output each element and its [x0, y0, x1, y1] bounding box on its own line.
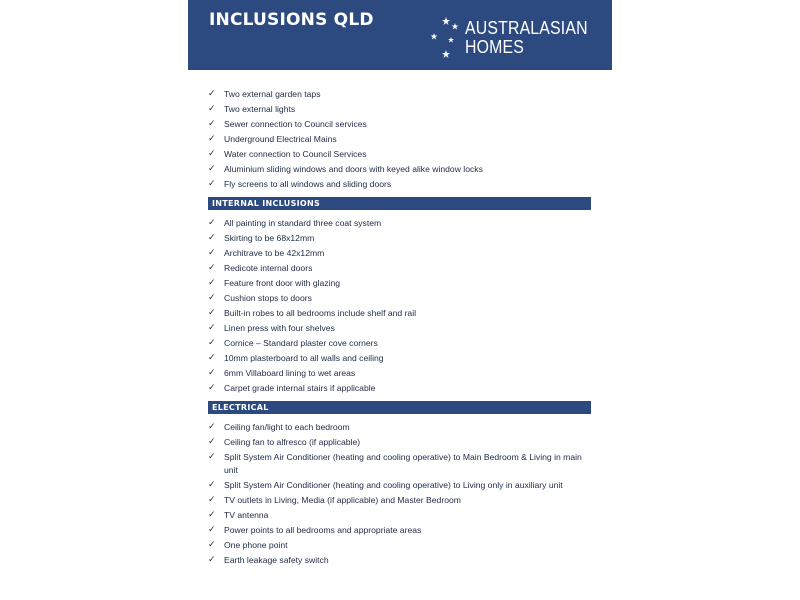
checkmark-icon: ✓	[208, 149, 216, 159]
list-item-text: Aluminium sliding windows and doors with keyed alike window locks	[224, 164, 483, 174]
list-item	[208, 307, 598, 320]
list-item	[208, 494, 598, 507]
brand-name-line2: HOMES	[465, 37, 524, 57]
list-item	[208, 322, 598, 335]
external-inclusions-list	[208, 88, 598, 193]
checkmark-icon: ✓	[208, 164, 216, 174]
list-item-text: All painting in standard three coat system	[224, 218, 382, 228]
list-item-text: Cushion stops to doors	[224, 293, 312, 303]
electrical-inclusions-list	[208, 421, 598, 569]
list-item	[208, 352, 598, 365]
checkmark-icon: ✓	[208, 383, 216, 393]
checkmark-icon: ✓	[208, 179, 216, 189]
list-item-text: Feature front door with glazing	[224, 278, 341, 288]
checkmark-icon: ✓	[208, 452, 216, 462]
list-item-text: Built-in robes to all bedrooms include shelf and rail	[224, 308, 417, 318]
checkmark-icon: ✓	[208, 510, 216, 520]
checkmark-icon: ✓	[208, 495, 216, 505]
list-item	[208, 163, 598, 176]
list-item-text: 6mm Villaboard lining to wet areas	[224, 368, 356, 378]
list-item-text: Power points to all bedrooms and appropriate areas	[224, 525, 422, 535]
list-item	[208, 382, 598, 395]
list-item-text: 10mm plasterboard to all walls and ceiling	[224, 353, 384, 363]
list-item	[208, 178, 598, 191]
list-item	[208, 451, 598, 477]
checkmark-icon: ✓	[208, 437, 216, 447]
list-item	[208, 337, 598, 350]
list-item-text: TV antenna	[224, 510, 269, 520]
section-header-internal	[208, 197, 591, 210]
list-item	[208, 118, 598, 131]
list-item-text: Redicote internal doors	[224, 263, 313, 273]
list-item	[208, 554, 598, 567]
list-item	[208, 232, 598, 245]
section-header-electrical	[208, 401, 591, 414]
checkmark-icon: ✓	[208, 89, 216, 99]
list-item-text: Earth leakage safety switch	[224, 555, 329, 565]
brand-name-line1: AUSTRALASIAN	[465, 18, 588, 38]
brand-name	[465, 19, 588, 57]
checkmark-icon: ✓	[208, 555, 216, 565]
list-item	[208, 292, 598, 305]
list-item-text: Ceiling fan to alfresco (if applicable)	[224, 437, 361, 447]
header-banner	[188, 0, 612, 70]
document-page	[188, 0, 612, 600]
list-item	[208, 436, 598, 449]
checkmark-icon: ✓	[208, 134, 216, 144]
checkmark-icon: ✓	[208, 480, 216, 490]
list-item-text: One phone point	[224, 540, 288, 550]
checkmark-icon: ✓	[208, 308, 216, 318]
list-item-text: Water connection to Council Services	[224, 149, 367, 159]
list-item	[208, 103, 598, 116]
list-item	[208, 367, 598, 380]
list-item-text: Two external garden taps	[224, 89, 321, 99]
checkmark-icon: ✓	[208, 525, 216, 535]
list-item-text: Skirting to be 68x12mm	[224, 233, 315, 243]
list-item	[208, 524, 598, 537]
list-item	[208, 133, 598, 146]
list-item-text: TV outlets in Living, Media (if applicable) and Master Bedroom	[224, 495, 461, 505]
list-item-text: Underground Electrical Mains	[224, 134, 337, 144]
list-item-text: Split System Air Conditioner (heating and cooling operative) to Living only in auxiliary unit	[224, 480, 563, 490]
internal-inclusions-list	[208, 217, 598, 397]
checkmark-icon: ✓	[208, 263, 216, 273]
list-item-text: Split System Air Conditioner (heating and cooling operative) to Main Bedroom & Living in main unit	[224, 452, 582, 475]
list-item	[208, 509, 598, 522]
list-item-text: Architrave to be 42x12mm	[224, 248, 325, 258]
list-item	[208, 479, 598, 492]
checkmark-icon: ✓	[208, 119, 216, 129]
checkmark-icon: ✓	[208, 218, 216, 228]
checkmark-icon: ✓	[208, 323, 216, 333]
section-title-electrical: ELECTRICAL	[212, 403, 269, 412]
checkmark-icon: ✓	[208, 104, 216, 114]
list-item	[208, 217, 598, 230]
list-item	[208, 148, 598, 161]
checkmark-icon: ✓	[208, 368, 216, 378]
list-item-text: Carpet grade internal stairs if applicable	[224, 383, 376, 393]
list-item-text: Two external lights	[224, 104, 296, 114]
checkmark-icon: ✓	[208, 338, 216, 348]
list-item-text: Ceiling fan/light to each bedroom	[224, 422, 350, 432]
checkmark-icon: ✓	[208, 422, 216, 432]
page-title: INCLUSIONS QLD	[209, 10, 374, 30]
list-item	[208, 277, 598, 290]
checkmark-icon: ✓	[208, 540, 216, 550]
brand-logo	[428, 16, 608, 60]
list-item-text: Cornice – Standard plaster cove corners	[224, 338, 378, 348]
checkmark-icon: ✓	[208, 248, 216, 258]
section-title-internal: INTERNAL INCLUSIONS	[212, 199, 321, 208]
list-item	[208, 421, 598, 434]
list-item-text: Fly screens to all windows and sliding doors	[224, 179, 392, 189]
checkmark-icon: ✓	[208, 293, 216, 303]
checkmark-icon: ✓	[208, 353, 216, 363]
list-item	[208, 539, 598, 552]
list-item-text: Sewer connection to Council services	[224, 119, 367, 129]
list-item	[208, 247, 598, 260]
list-item-text: Linen press with four shelves	[224, 323, 335, 333]
list-item	[208, 262, 598, 275]
checkmark-icon: ✓	[208, 278, 216, 288]
southern-cross-stars-icon	[428, 16, 464, 60]
list-item	[208, 88, 598, 101]
checkmark-icon: ✓	[208, 233, 216, 243]
